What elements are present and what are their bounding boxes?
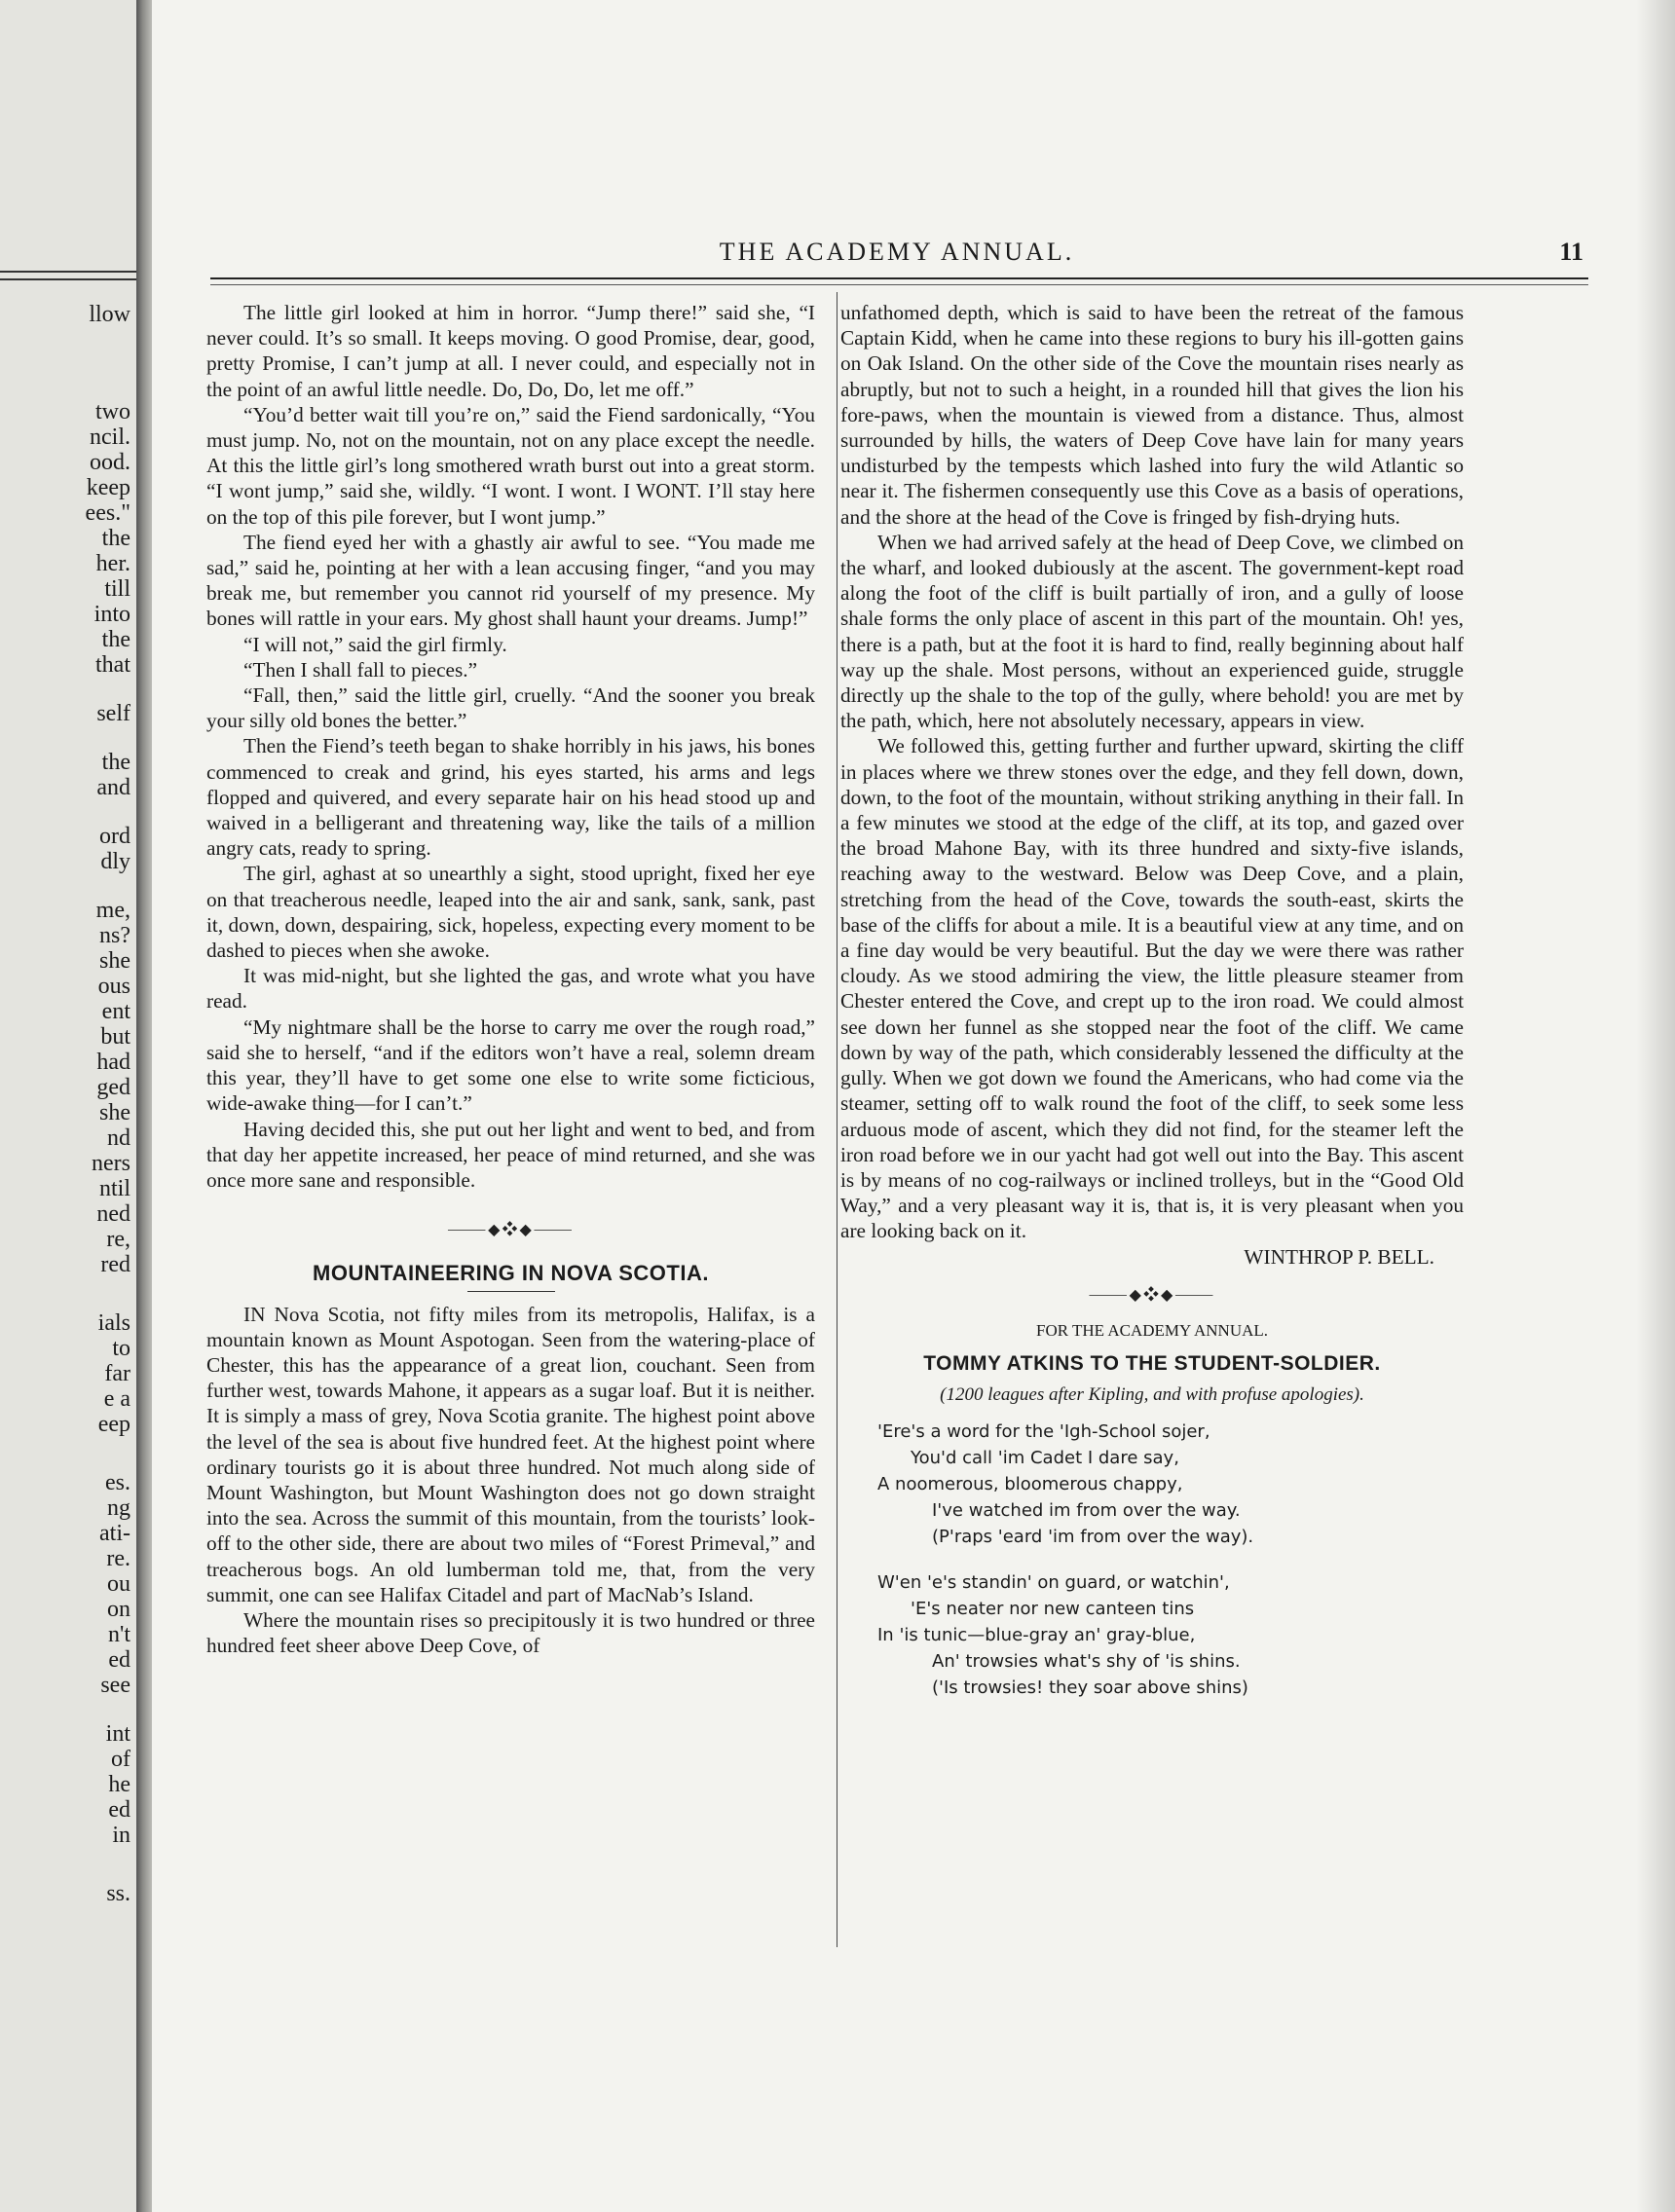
facing-page-fragment-line: re.: [106, 1546, 130, 1571]
facing-page-fragment-line: int: [105, 1721, 130, 1747]
article-paragraph: We followed this, getting further and further upward, skirting the cliff in places where we threw stones over the edge, and they fell down, down, down, to the foot of the mountain, without striking anything in their fall. In a few minutes we stood at the edge of the cliff, at its top, and gazed over the broad Mahone Bay, with its three hundred and sixty-five islands, reaching away to the westward. Below was Deep Cove, and a plain, stretching from the head of the Cove, towards the south-east, skirts the base of the cliffs for about a mile. It is a beautiful view at any time, and on a fine day would be very beautiful. But the day we were there was rather cloudy. As we stood admiring the view, the little pleasure steamer from Chester entered the Cove, and crept up to the iron road. We could almost see down her funnel as she stopped near the foot of the cliff. We came down by way of the path, which considerably lessened the difficulty at the gully. When we got down we found the Americans, who had come via the steamer, setting off to walk round the foot of the cliff, to seek some less arduous mode of ascent, which they did not find, for the steamer left the iron road before we in our yacht had got well out into the Bay. This ascent is by means of no cog-railways or inclined trolleys, but in the “Good Old Way,” and a very pleasant way it is, that is, it is very pleasant when you are looking back on it.: [840, 734, 1464, 1243]
facing-page-fragment-line: ncil.: [90, 424, 130, 450]
story-paragraph: “My nightmare shall be the horse to carry me over the rough road,” said she to herself, “and if the editors won’t have a real, solemn dream this year, they’ll have to get some one else to write some ficticious, wide-awake thing—for I can’t.”: [206, 1014, 815, 1116]
facing-page-rule: [0, 271, 136, 273]
facing-page-fragment-line: that: [95, 652, 130, 678]
facing-page-fragment-line: ati-: [99, 1521, 130, 1546]
article-paragraph: unfathomed depth, which is said to have been the retreat of the famous Captain Kidd, when he came into these regions to bury his ill-gotten gains on Oak Island. On the other side of the Cove the mountain rises nearly as abruptly, but not to such a height, in a rounded hill that gives the lion his fore-paws, when the mountain is viewed from a distance. Thus, almost surrounded by hills, the waters of Deep Cove have lain for many years undisturbed by the tempests which lashed into fury the wild Atlantic so near it. The fishermen consequently use this Cove as a basis of operations, and the shore at the head of the Cove is fringed by fish-drying huts.: [840, 301, 1464, 529]
facing-page-fragment-line: ss.: [106, 1881, 130, 1906]
poem-line: A noomerous, bloomerous chappy,: [877, 1473, 1183, 1494]
facing-page-fragment-line: ns?: [99, 923, 130, 948]
facing-page-fragment-line: and: [96, 775, 130, 800]
story-paragraph: “Then I shall fall to pieces.”: [243, 657, 478, 682]
page: [152, 0, 1675, 2212]
facing-page-fragment-line: her.: [95, 551, 130, 576]
poem-subtitle: (1200 leagues after Kipling, and with profuse apologies).: [940, 1384, 1364, 1406]
story-paragraph: The little girl looked at him in horror. “Jump there!” said she, “I never could. It’s so small. It keeps moving. O good Promise, dear, good, pretty Promise, I can’t jump at all. I never could, and especially not in the point of an awful little needle. Do, Do, Do, let me off.”: [206, 301, 815, 401]
facing-page-fragment-line: ood.: [90, 450, 130, 475]
story-paragraph: “I will not,” said the girl firmly.: [243, 632, 507, 656]
header-rule-thin: [210, 284, 1588, 285]
story-paragraph: “Fall, then,” said the little girl, cruelly. “And the sooner you break your silly old bones the better.”: [206, 683, 815, 733]
left-column: [206, 300, 815, 1658]
facing-page-fragment-line: ntil: [98, 1176, 130, 1201]
poem-caption: FOR THE ACADEMY ANNUAL.: [1035, 1320, 1269, 1340]
facing-page-fragment-line: she: [99, 1100, 130, 1125]
poem-line: In 'is tunic—blue-gray an' gray-blue,: [877, 1624, 1196, 1645]
facing-page-fragment-line: the: [101, 750, 130, 775]
facing-page-fragment-line: re,: [106, 1227, 130, 1252]
facing-page-fragment-line: ged: [96, 1075, 130, 1100]
facing-page-fragment-line: two: [95, 399, 130, 424]
column-divider: [837, 292, 838, 1947]
facing-page-fragment-line: ed: [108, 1797, 130, 1823]
story-continuation: [206, 300, 815, 1193]
facing-page-fragment-line: ous: [97, 974, 130, 999]
story-paragraph: Then the Fiend’s teeth began to shake horribly in his jaws, his bones commenced to creak and grind, his eyes started, his arms and legs flopped and quivered, and every separate hair on his head stood up and waived in a belligerant and threatening way, like the tails of a million angry cats, ready to spring.: [206, 734, 815, 861]
poem-line: You'd call 'im Cadet I dare say,: [911, 1447, 1179, 1468]
facing-page-fragment-line: in: [112, 1823, 130, 1848]
running-header: [210, 238, 1583, 267]
header-rule: [210, 277, 1588, 279]
author-signature: WINTHROP P. BELL.: [1244, 1244, 1434, 1269]
facing-page-fragment-line: eep: [97, 1412, 130, 1437]
facing-page-fragment-line: n't: [108, 1622, 130, 1647]
facing-page-fragment-line: es.: [105, 1470, 130, 1495]
poem-line: 'Ere's a word for the 'Igh-School sojer,: [877, 1420, 1210, 1442]
facing-page-fragment-line: me,: [95, 898, 130, 923]
facing-page-fragment-line: llow: [89, 302, 130, 327]
facing-page-fragment-line: ng: [107, 1495, 130, 1521]
title-underline: [467, 1291, 555, 1292]
facing-page-fragment-line: ord: [99, 824, 130, 849]
facing-page-fragment-line: into: [93, 602, 130, 627]
facing-page-fragment-line: dly: [100, 849, 130, 874]
facing-page-fragment-line: ees.": [85, 500, 130, 526]
story-paragraph: “You’d better wait till you’re on,” said the Fiend sardonically, “You must jump. No, not on the mountain, not on any place except the needle. At this the little girl’s long smothered wrath burst out into a great storm. “I wont jump,” said she, wildly. “I wont. I wont. I WONT. I’ll stay here on the top of this pile forever, but I wont jump.”: [206, 402, 815, 529]
facing-page-fragment-line: ials: [97, 1310, 130, 1336]
facing-page-fragment-line: see: [100, 1673, 130, 1698]
page-number: 11: [1559, 238, 1583, 266]
facing-page-fragment-line: the: [101, 627, 130, 652]
poem-line: I've watched im from over the way.: [932, 1499, 1241, 1521]
facing-page-fragment-line: to: [112, 1336, 130, 1361]
poem: [877, 1419, 1464, 1701]
poem-line: W'en 'e's standin' on guard, or watchin',: [877, 1571, 1230, 1593]
facing-page-fragment-line: nd: [107, 1125, 130, 1151]
facing-page-rule: [0, 278, 136, 280]
facing-page-fragment-line: ou: [107, 1571, 130, 1597]
story-paragraph: It was mid-night, but she lighted the gas, and wrote what you have read.: [206, 964, 815, 1014]
poem-line: 'E's neater nor new canteen tins: [911, 1598, 1195, 1619]
story-paragraph: The fiend eyed her with a ghastly air awful to see. “You made me sad,” said he, pointing at her with a lean accusing finger, “and you may break me, but remember you cannot rid yourself of my presence. My bones will rattle in your ears. My ghost shall haunt your dreams. Jump!”: [206, 530, 815, 631]
article-paragraph: When we had arrived safely at the head of Deep Cove, we climbed on the wharf, and looked dubiously at the ascent. The government-kept road along the foot of the cliff is built partially of iron, and a gully of loose shale forms the only place of ascent in this part of the mountain. Oh! yes, there is a path, but at the foot it is hard to find, really beginning about half way up the shale. Most persons, without an experienced guide, struggle directly up the shale to the top of the gully, where behold! you are met by the path, which, here not absolutely necessary, appears in view.: [840, 530, 1464, 733]
facing-page-fragment-line: till: [104, 576, 130, 602]
facing-page-fragment-line: the: [101, 526, 130, 551]
section-ornament: ⸻◆❖◆⸻: [1088, 1286, 1216, 1304]
facing-page-fragment-line: red: [100, 1252, 130, 1277]
poem-line: (P'raps 'eard 'im from over the way).: [932, 1526, 1254, 1547]
facing-page-fragment-line: on: [107, 1597, 130, 1622]
facing-page-fragment-line: ned: [96, 1201, 130, 1227]
story-paragraph: Having decided this, she put out her light and went to bed, and from that day her appetite increased, her peace of mind returned, and she was once more sane and responsible.: [206, 1117, 815, 1192]
facing-page-fragment-line: she: [99, 948, 130, 974]
facing-page-fragment-line: e a: [103, 1386, 130, 1412]
facing-page-fragment-line: had: [96, 1050, 130, 1075]
facing-page-fragment-line: ners: [92, 1151, 130, 1176]
poem-title: TOMMY ATKINS TO THE STUDENT-SOLDIER.: [923, 1352, 1381, 1376]
article-paragraph: IN Nova Scotia, not fifty miles from its metropolis, Halifax, is a mountain known as Mount Aspotogan. Seen from the watering-place of Chester, this has the appearance of a great lion, couchant. Seen from further west, towards Mahone, it appears as a sugar loaf. But it is neither. It is simply a mass of grey, Nova Scotia granite. The highest point above the level of the sea is about five hundred feet. At the highest point where ordinary tourists go it is about three hundred. Not much along side of Mount Washington, but Mount Washington does not go down straight into the sea. Across the summit of this mountain, from the tourists’ look-off to the other side, there are about two miles of “Forest Primeval,” and treacherous bogs. An old lumberman told me, that, from the very summit, one can see Halifax Citadel and part of MacNab’s Island.: [206, 1302, 815, 1606]
facing-page-fragment-line: but: [100, 1024, 130, 1050]
facing-page-fragment-line: of: [111, 1747, 130, 1772]
book-gutter: [136, 0, 152, 2212]
stanza-gap: [877, 1550, 1464, 1569]
running-title: THE ACADEMY ANNUAL.: [719, 238, 1075, 266]
facing-page-fragment: [0, 0, 136, 2212]
right-column: [840, 300, 1464, 1701]
section-title: MOUNTAINEERING IN NOVA SCOTIA.: [313, 1261, 709, 1286]
page-edge-shadow: [1636, 0, 1675, 2212]
story-paragraph: The girl, aghast at so unearthly a sight, stood upright, fixed her eye on that treacherous needle, leaped into the air and sank, sank, sank, past it, down, down, despairing, sick, hopeless, expecting every moment to be dashed to pieces when she awoke.: [206, 862, 815, 963]
facing-page-fragment-line: ent: [101, 999, 130, 1024]
facing-page-fragment-line: self: [96, 701, 130, 726]
facing-page-fragment-line: he: [108, 1772, 130, 1797]
poem-line: ('Is trowsies! they soar above shins): [932, 1677, 1248, 1698]
poem-line: An' trowsies what's shy of 'is shins.: [932, 1650, 1241, 1672]
facing-page-fragment-line: far: [104, 1361, 130, 1386]
facing-page-fragment-line: ed: [108, 1647, 130, 1673]
article-paragraph: Where the mountain rises so precipitously it is two hundred or three hundred feet sheer above Deep Cove, of: [206, 1607, 815, 1658]
section-ornament: ⸻◆❖◆⸻: [447, 1222, 575, 1239]
facing-page-fragment-line: keep: [86, 475, 130, 500]
